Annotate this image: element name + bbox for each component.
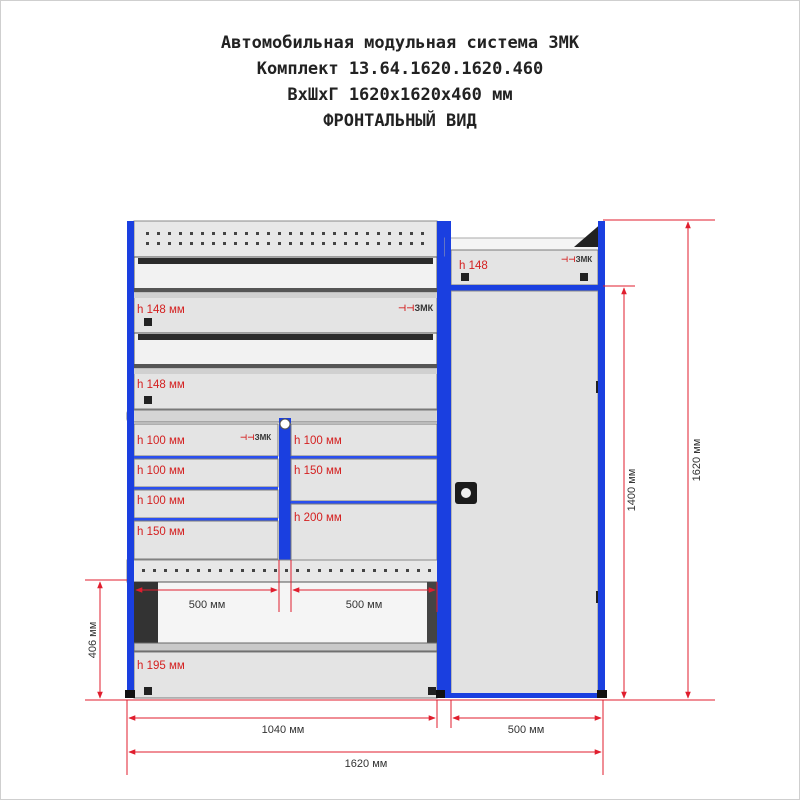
perforation-hole bbox=[296, 569, 299, 572]
drawer-left-100-a-label: h 100 мм bbox=[137, 435, 185, 447]
perforation-hole bbox=[168, 232, 171, 235]
shelf-lip-2 bbox=[138, 334, 433, 340]
perforation-hole bbox=[252, 569, 255, 572]
drawer-195[interactable] bbox=[134, 652, 437, 698]
left-upright-right bbox=[437, 221, 445, 698]
perforation-hole bbox=[157, 242, 160, 245]
right-upright-right bbox=[598, 221, 605, 698]
perforation-hole bbox=[142, 569, 145, 572]
perforation-hole bbox=[157, 232, 160, 235]
perforation-hole bbox=[223, 242, 226, 245]
perforation-hole bbox=[377, 232, 380, 235]
center-divider-post bbox=[279, 418, 291, 560]
dim-col-left-label: 500 мм bbox=[188, 599, 226, 611]
drawer-195-lock-right bbox=[428, 687, 436, 695]
door-lock-keyhole bbox=[461, 488, 471, 498]
drawer-left-100-b-label: h 100 мм bbox=[137, 465, 185, 477]
perforation-hole bbox=[377, 242, 380, 245]
perforation-hole bbox=[344, 242, 347, 245]
perforation-hole bbox=[355, 242, 358, 245]
title-line-4: ФРОНТАЛЬНЫЙ ВИД bbox=[323, 111, 477, 131]
foot-left bbox=[125, 690, 135, 698]
perforation-hole bbox=[263, 569, 266, 572]
perforation-hole bbox=[285, 569, 288, 572]
title-line-2: Комплект 13.64.1620.1620.460 bbox=[256, 59, 544, 79]
right-door-top-frame bbox=[445, 285, 603, 291]
perforation-hole bbox=[289, 242, 292, 245]
perforation-hole bbox=[421, 242, 424, 245]
perforation-hole bbox=[307, 569, 310, 572]
perforation-hole bbox=[256, 232, 259, 235]
perforation-hole bbox=[212, 242, 215, 245]
perforation-hole bbox=[208, 569, 211, 572]
shelf-rail-1 bbox=[134, 288, 437, 292]
perforation-hole bbox=[245, 242, 248, 245]
foot-right bbox=[597, 690, 607, 698]
right-bottom-frame bbox=[445, 693, 605, 698]
perforation-hole bbox=[388, 232, 391, 235]
perforation-hole bbox=[146, 242, 149, 245]
perforation-hole bbox=[175, 569, 178, 572]
right-unit bbox=[445, 221, 607, 698]
perforation-hole bbox=[223, 232, 226, 235]
perforation-hole bbox=[241, 569, 244, 572]
dim-1400-label: 1400 мм bbox=[626, 468, 638, 512]
perforation-hole bbox=[366, 232, 369, 235]
perforation-hole bbox=[311, 242, 314, 245]
perforation-hole bbox=[362, 569, 365, 572]
perforation-hole bbox=[300, 242, 303, 245]
drawer-left-100-c-label: h 100 мм bbox=[137, 495, 185, 507]
perforation-hole bbox=[234, 232, 237, 235]
perforation-hole bbox=[388, 242, 391, 245]
left-upright-left bbox=[127, 221, 134, 698]
dim-1620-height-label: 1620 мм bbox=[691, 438, 703, 482]
perforation-hole bbox=[329, 569, 332, 572]
brand-logo-3: ⊣⊣ЗМК bbox=[561, 255, 593, 264]
perforation-hole bbox=[230, 569, 233, 572]
drawer-right-200-label: h 200 мм bbox=[294, 512, 342, 524]
perforation-hole bbox=[421, 232, 424, 235]
perforation-hole bbox=[417, 569, 420, 572]
bottom-left-side-panel bbox=[134, 582, 158, 646]
dim-1040-label: 1040 мм bbox=[261, 724, 305, 736]
title-line-3: ВхШхГ 1620х1620х460 мм bbox=[287, 85, 513, 105]
perforation-hole bbox=[201, 242, 204, 245]
drawer-148-top-label: h 148 мм bbox=[137, 304, 185, 316]
title-line-1: Автомобильная модульная система ЗМК bbox=[220, 33, 580, 53]
perforation-hole bbox=[355, 232, 358, 235]
perforation-hole bbox=[406, 569, 409, 572]
perforation-hole bbox=[384, 569, 387, 572]
perforation-hole bbox=[234, 242, 237, 245]
perforation-hole bbox=[428, 569, 431, 572]
perforation-hole bbox=[164, 569, 167, 572]
perforation-hole bbox=[395, 569, 398, 572]
perforation-hole bbox=[373, 569, 376, 572]
perforation-hole bbox=[179, 242, 182, 245]
left-drawer-column bbox=[134, 424, 278, 559]
perforation-hole bbox=[318, 569, 321, 572]
perforation-hole bbox=[410, 242, 413, 245]
perforation-hole bbox=[197, 569, 200, 572]
perforation-hole bbox=[311, 232, 314, 235]
perforation-hole bbox=[289, 232, 292, 235]
perforation-hole bbox=[399, 242, 402, 245]
bottom-right-side-panel bbox=[427, 582, 437, 646]
drawer-148-top-edge bbox=[134, 293, 437, 298]
right-drawer-lock-left bbox=[461, 273, 469, 281]
dim-500-label: 500 мм bbox=[507, 724, 545, 736]
perforation-hole bbox=[245, 232, 248, 235]
perforation-hole bbox=[322, 242, 325, 245]
divider-hinge bbox=[280, 419, 290, 429]
brand-logo-1: ⊣⊣ЗМК bbox=[398, 303, 434, 313]
drawer-right-150-label: h 150 мм bbox=[294, 465, 342, 477]
right-drawer-lock-right bbox=[580, 273, 588, 281]
perforation-hole bbox=[333, 232, 336, 235]
perforation-hole bbox=[410, 232, 413, 235]
perforation-hole bbox=[333, 242, 336, 245]
shelf-rail-2 bbox=[134, 364, 437, 368]
right-upright-left bbox=[445, 221, 451, 698]
perforation-hole bbox=[340, 569, 343, 572]
perforation-hole bbox=[278, 232, 281, 235]
perforation-hole bbox=[267, 242, 270, 245]
perforation-hole bbox=[146, 232, 149, 235]
dim-406-label: 406 мм bbox=[87, 621, 99, 659]
drawer-148-second-edge bbox=[134, 369, 437, 374]
perforation-hole bbox=[179, 232, 182, 235]
dim-col-right-label: 500 мм bbox=[345, 599, 383, 611]
perforation-hole bbox=[274, 569, 277, 572]
foot-mid bbox=[436, 690, 446, 698]
perforation-hole bbox=[201, 232, 204, 235]
perforation-hole bbox=[399, 232, 402, 235]
drawer-195-label: h 195 мм bbox=[137, 660, 185, 672]
drawer-left-150-label: h 150 мм bbox=[137, 526, 185, 538]
right-drawer-148-label: h 148 bbox=[459, 260, 488, 272]
perforation-hole bbox=[300, 232, 303, 235]
perforation-hole bbox=[278, 242, 281, 245]
perforation-hole bbox=[212, 232, 215, 235]
drawer-195-lock bbox=[144, 687, 152, 695]
dim-1620-width-label: 1620 мм bbox=[344, 758, 388, 770]
perforation-hole bbox=[366, 242, 369, 245]
perforation-hole bbox=[322, 232, 325, 235]
bottom-shelf-rail bbox=[134, 643, 437, 651]
perforation-hole bbox=[219, 569, 222, 572]
drawer-148-second-label: h 148 мм bbox=[137, 379, 185, 391]
perforation-hole bbox=[351, 569, 354, 572]
perforation-hole bbox=[344, 232, 347, 235]
perforation-hole bbox=[190, 232, 193, 235]
perforation-hole bbox=[186, 569, 189, 572]
perforation-hole bbox=[190, 242, 193, 245]
perforation-hole bbox=[168, 242, 171, 245]
brand-logo-2: ⊣⊣ЗМК bbox=[240, 433, 272, 442]
perforated-top-panel bbox=[134, 221, 437, 257]
perforation-hole bbox=[267, 232, 270, 235]
drawer-148-second-lock bbox=[144, 396, 152, 404]
drawer-right-100-label: h 100 мм bbox=[294, 435, 342, 447]
bottom-open-compartment bbox=[134, 582, 437, 646]
drawer-148-top-lock bbox=[144, 318, 152, 326]
right-drawer-column bbox=[291, 424, 437, 560]
shelf-lip-1 bbox=[138, 258, 433, 264]
perforation-hole bbox=[153, 569, 156, 572]
perforation-hole bbox=[256, 242, 259, 245]
left-unit bbox=[125, 221, 446, 698]
